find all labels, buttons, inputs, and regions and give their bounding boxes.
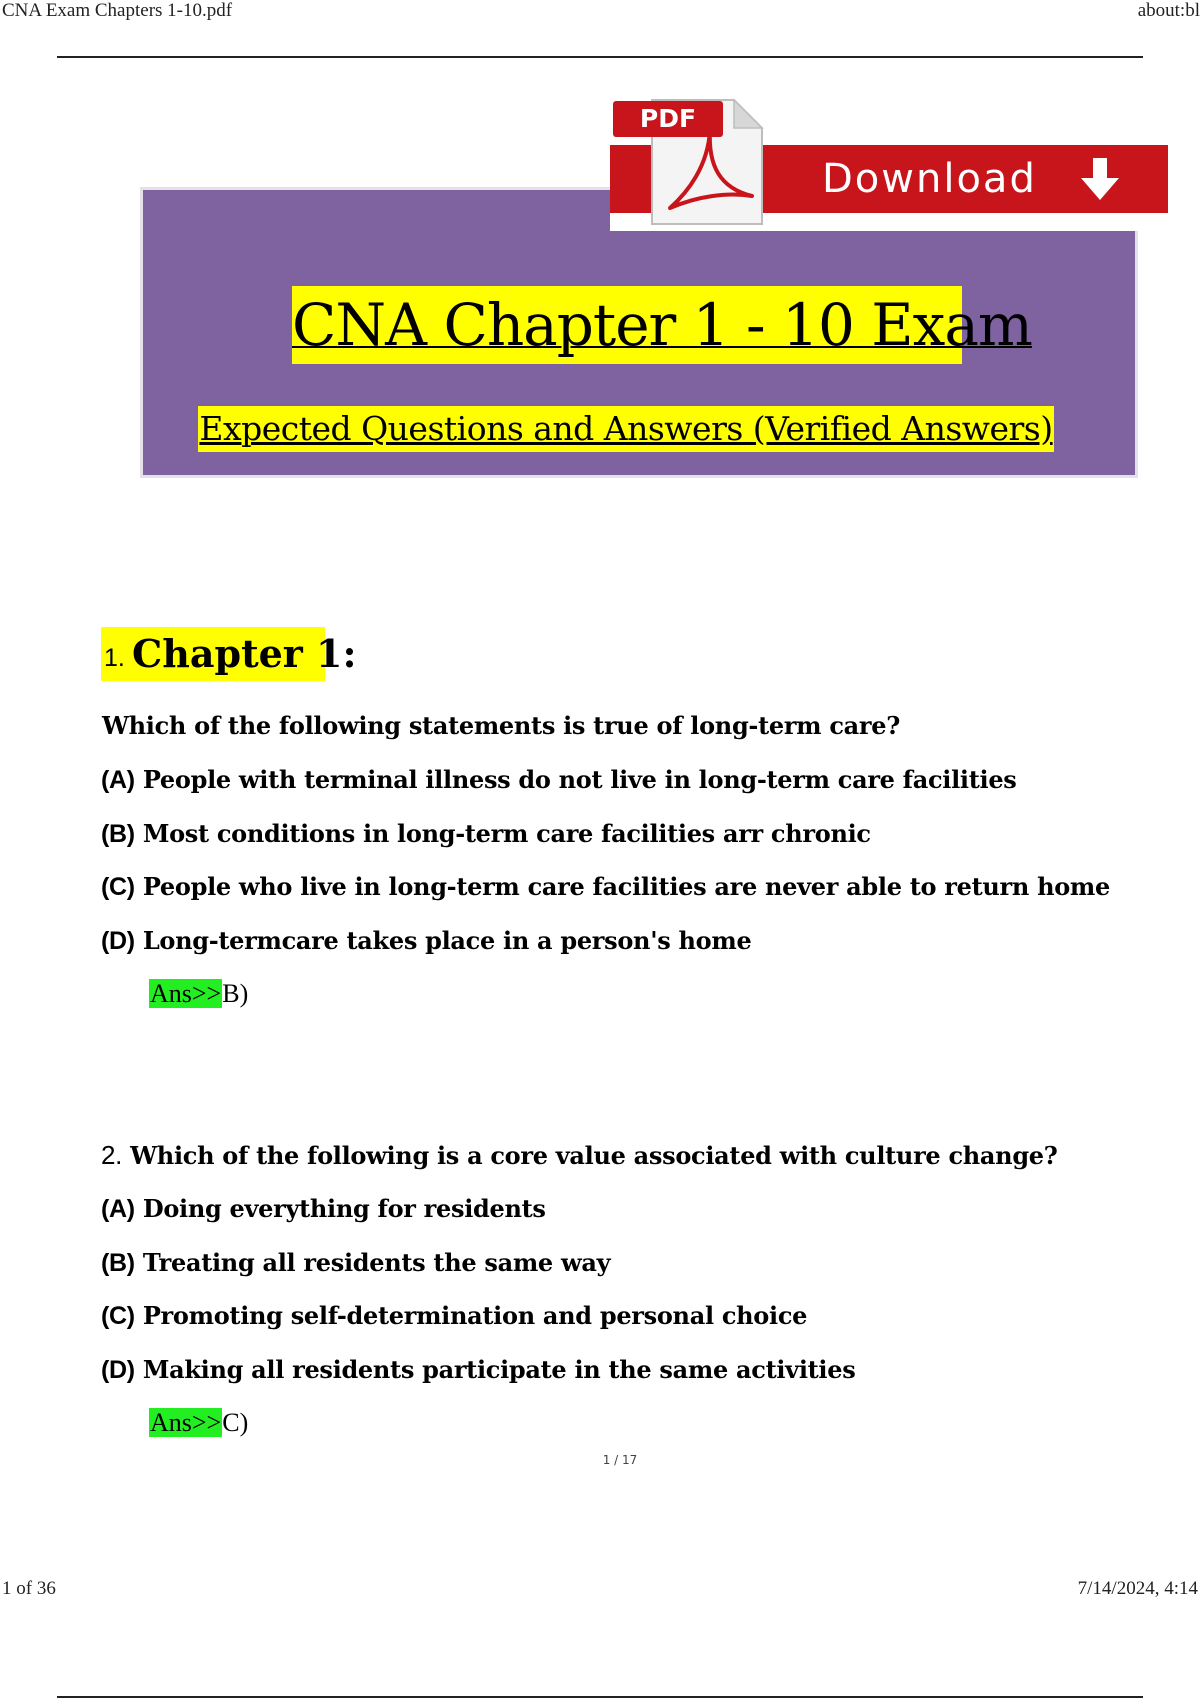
option-letter: (B) bbox=[101, 820, 135, 848]
option-letter: (A) bbox=[101, 766, 135, 794]
header-rule bbox=[57, 56, 1143, 58]
option-letter: (D) bbox=[101, 927, 135, 955]
question-2-text: Which of the following is a core value associated with culture change? bbox=[130, 1141, 1058, 1170]
question-1-option-b bbox=[101, 818, 871, 850]
question-1-option-d bbox=[101, 925, 751, 957]
question-2-option-b bbox=[101, 1247, 610, 1279]
question-1-answer bbox=[149, 977, 248, 1011]
document-title: CNA Exam Chapters 1-10.pdf bbox=[2, 0, 233, 21]
chapter-heading: Chapter 1: bbox=[132, 631, 357, 676]
answer-value: B) bbox=[222, 979, 249, 1008]
footer-rule bbox=[57, 1696, 1143, 1698]
option-text: Promoting self-determination and personal choice bbox=[142, 1301, 808, 1330]
option-text: Making all residents participate in the same activities bbox=[142, 1355, 856, 1384]
question-2-answer bbox=[149, 1406, 248, 1440]
option-text: People with terminal illness do not live in long-term care facilities bbox=[142, 765, 1017, 794]
question-2-option-a bbox=[101, 1193, 546, 1225]
option-text: Long-termcare takes place in a person's home bbox=[142, 926, 752, 955]
page-url: about:bl bbox=[1137, 0, 1200, 21]
answer-value: C) bbox=[222, 1408, 249, 1437]
question-1-option-c bbox=[101, 871, 1110, 903]
pdf-badge-label: PDF bbox=[639, 104, 697, 133]
footer-timestamp: 7/14/2024, 4:14 bbox=[1077, 1578, 1198, 1599]
question-1-option-a bbox=[101, 764, 1017, 796]
option-text: Treating all residents the same way bbox=[142, 1248, 611, 1277]
page-subtitle: Expected Questions and Answers (Verified Answers) bbox=[198, 406, 1054, 452]
answer-tag: Ans>> bbox=[150, 1408, 222, 1437]
option-letter: (C) bbox=[101, 873, 135, 901]
option-text: Most conditions in long-term care facilities arr chronic bbox=[142, 819, 871, 848]
question-number: 2. bbox=[101, 1140, 123, 1170]
footer-page-count: 1 of 36 bbox=[2, 1578, 56, 1599]
chapter-number: 1. bbox=[104, 644, 125, 672]
option-letter: (A) bbox=[101, 1195, 135, 1223]
option-letter: (C) bbox=[101, 1302, 135, 1330]
question-2-option-c bbox=[101, 1300, 807, 1332]
question-2 bbox=[101, 1139, 1058, 1172]
download-arrow-icon[interactable] bbox=[1078, 156, 1122, 202]
option-text: People who live in long-term care facilities are never able to return home bbox=[142, 872, 1110, 901]
option-text: Doing everything for residents bbox=[142, 1194, 546, 1223]
question-2-option-d bbox=[101, 1354, 855, 1386]
answer-tag: Ans>> bbox=[150, 979, 222, 1008]
download-label[interactable]: Download bbox=[822, 156, 1037, 202]
question-1-text: Which of the following statements is true of long-term care? bbox=[102, 711, 900, 740]
option-letter: (B) bbox=[101, 1249, 135, 1277]
option-letter: (D) bbox=[101, 1356, 135, 1384]
page-indicator: 1 / 17 bbox=[602, 1453, 638, 1467]
page-title: CNA Chapter 1 - 10 Exam bbox=[292, 286, 962, 364]
